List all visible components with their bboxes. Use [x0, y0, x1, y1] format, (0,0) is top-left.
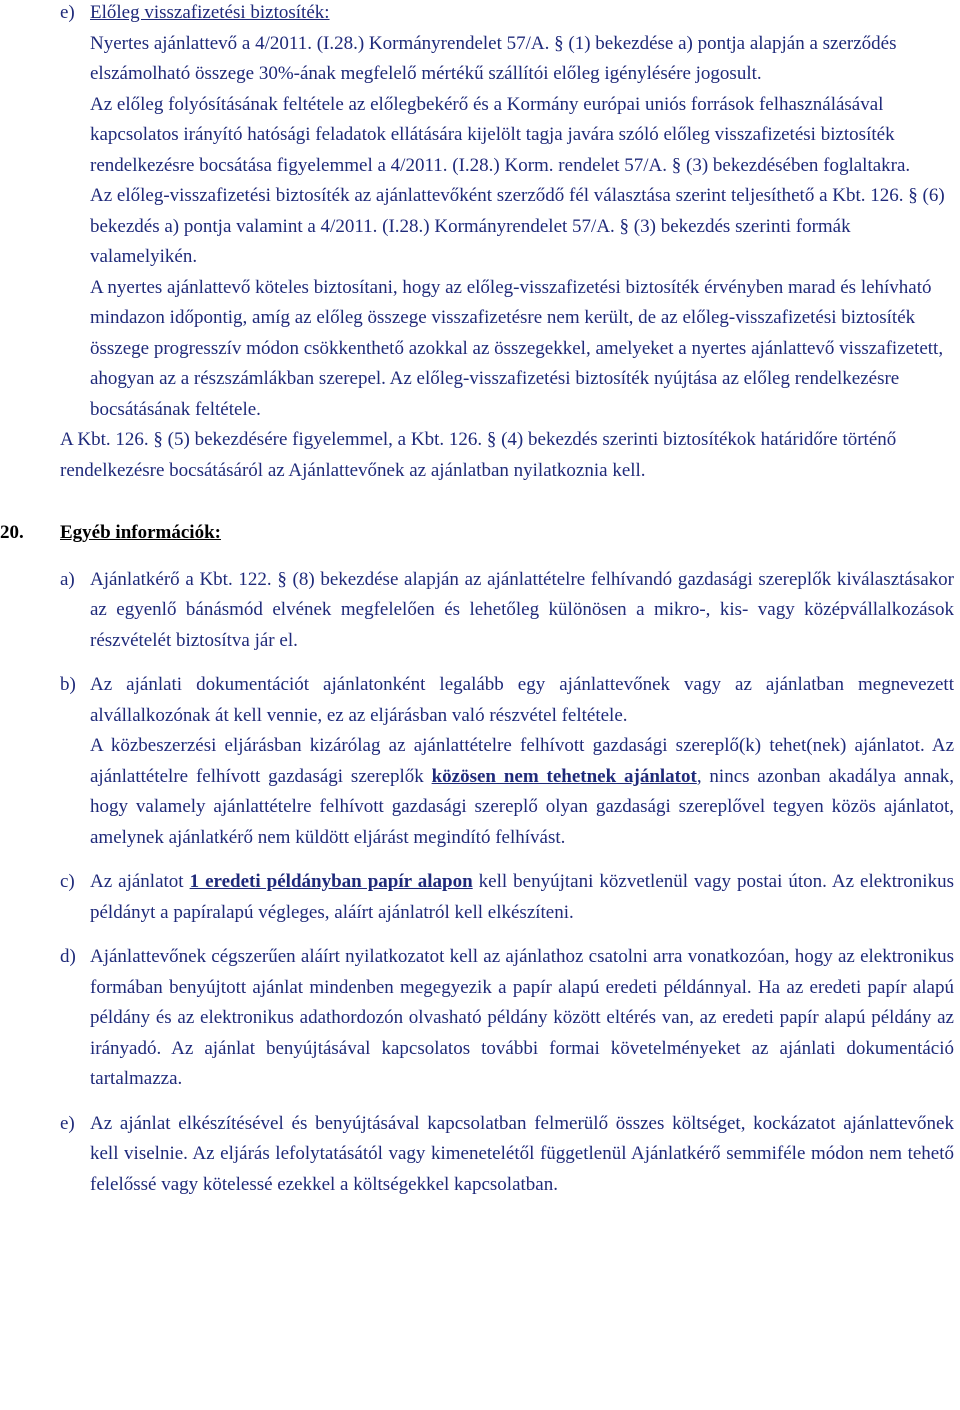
list-item-e-advance-guarantee — [0, 0, 960, 425]
paragraph: A nyertes ajánlattevő köteles biztosítani, hogy az előleg-visszafizetési biztosíték érvényben marad és lehívható mindazon időpontig, amíg az előleg összege visszafizetésre nem került, de az előleg-visszafizetési biztosíték összege progresszív módon csökkenthető azokkal az összegekkel, amelyeket a nyertes ajánlattevő visszafizetett, ahogyan az a részszámlákban szerepel. Az előleg-visszafizetési biztosíték nyújtása az előleg rendelkezésre bocsátásának feltétele. — [90, 276, 944, 420]
item-heading — [90, 0, 954, 29]
item-marker: d) — [60, 946, 76, 967]
paragraph: Az előleg folyósításának feltétele az előlegbekérő és a Kormány európai uniós források felhasználásával kapcsolatos irányító hatósági feladatok ellátására kijelölt tagja javára szóló előleg visszafizetési biztosíték rendelkezésre bocsátása figyelemmel a 4/2011. (I.28.) Korm. rendelet 57/A. § (3) bekezdésében foglaltakra. — [90, 93, 911, 176]
paragraph-closing: A Kbt. 126. § (5) bekezdésére figyelemmel, a Kbt. 126. § (4) bekezdés szerinti biztosítékok határidőre történő rendelkezésre bocsátásáról az Ajánlattevőnek az ajánlatban nyilatkoznia kell. — [60, 429, 897, 481]
section-number: 20. — [0, 522, 24, 543]
text-run: kell benyújtani közvetlenül vagy postai úton. Az elektronikus példányt a papíralapú végleges, aláírt ajánlatról kell elkészíteni. — [90, 871, 954, 923]
paragraph — [90, 731, 954, 853]
paragraph: Ajánlatkérő a Kbt. 122. § (8) bekezdése alapján az ajánlattételre felhívandó gazdasági szereplők kiválasztásakor az egyenlő bánásmód elvének megfelelően és lehetőleg különösen a mikro-, kis- vagy középvállalkozások részvételét biztosítva jár el. — [90, 568, 954, 651]
section-title: Egyéb információk: — [60, 522, 221, 543]
paragraph: Nyertes ajánlattevő a 4/2011. (I.28.) Kormányrendelet 57/A. § (1) bekezdése a) pontja alapján a szerződés elszámolható összege 30%-ának megfelelő mértékű szállítói előleg igénylésére jogosult. — [90, 32, 897, 84]
item-marker: e) — [60, 2, 75, 23]
paragraph — [90, 867, 954, 928]
paragraph: Az ajánlati dokumentációt ajánlatonként legalább egy ajánlattevőnek vagy az ajánlatban megnevezett alvállalkozónak át kell vennie, ez az eljárásban való részvétel feltétele. — [90, 674, 954, 726]
item-marker: e) — [60, 1112, 75, 1134]
list-item-c — [0, 867, 960, 928]
list-item-a — [0, 565, 960, 657]
item-marker: a) — [60, 568, 75, 590]
text-run: Az ajánlatot — [90, 871, 190, 892]
paragraph: Az előleg-visszafizetési biztosíték az ajánlattevőként szerződő fél választása szerint teljesíthető a Kbt. 126. § (6) bekezdés a) pontja valamint a 4/2011. (I.28.) Kormányrendelet 57/A. § (3) bekezdés szerinti formák valamelyikén. — [90, 185, 945, 267]
list-item-e — [0, 1109, 960, 1201]
item-marker: c) — [60, 871, 75, 892]
list-item-b — [0, 670, 960, 853]
paragraph: Az ajánlat elkészítésével és benyújtásával kapcsolatban felmerülő összes költséget, kockázatot ajánlattevőnek kell viselnie. Az eljárás lefolytatásától vagy kimenetelétől függetlenül Ajánlatkérő semmiféle módon nem tehető felelőssé vagy kötelessé ezekkel a költségekkel kapcsolatban. — [90, 1112, 954, 1195]
paragraph: Ajánlattevőnek cégszerűen aláírt nyilatkozatot kell az ajánlathoz csatolni arra vonatkozóan, hogy az elektronikus formában benyújtott ajánlat mindenben megegyezik a papír alapú eredeti példánnyal. Ha az eredeti papír alapú példány és az elektronikus adathordozón olvasható példány között eltérés van, az eredeti papír alapú példány az irányadó. Az ajánlat benyújtásával kapcsolatos további formai követelményeket az ajánlati dokumentáció tartalmazza. — [90, 946, 954, 1089]
item-marker: b) — [60, 674, 76, 695]
text-run: , nincs azonban akadálya annak, hogy valamely ajánlattételre felhívott gazdasági szereplő olyan gazdasági szereplővel tegyen közös ajánlatot, amelynek ajánlatkérő nem küldött eljárást megindító felhívást. — [90, 765, 954, 848]
list-item-d — [0, 942, 960, 1095]
item-title: Előleg visszafizetési biztosíték: — [90, 2, 330, 23]
text-run: A közbeszerzési eljárásban kizárólag az ajánlattételre felhívott gazdasági szereplő(k) tehet(nek) ajánlatot. Az ajánlattételre felhívott gazdasági szereplők — [90, 735, 954, 787]
section-20 — [0, 518, 960, 549]
emphasis-text: közösen nem tehetnek ajánlatot — [431, 765, 697, 787]
emphasis-text: 1 eredeti példányban papír alapon — [189, 871, 473, 892]
